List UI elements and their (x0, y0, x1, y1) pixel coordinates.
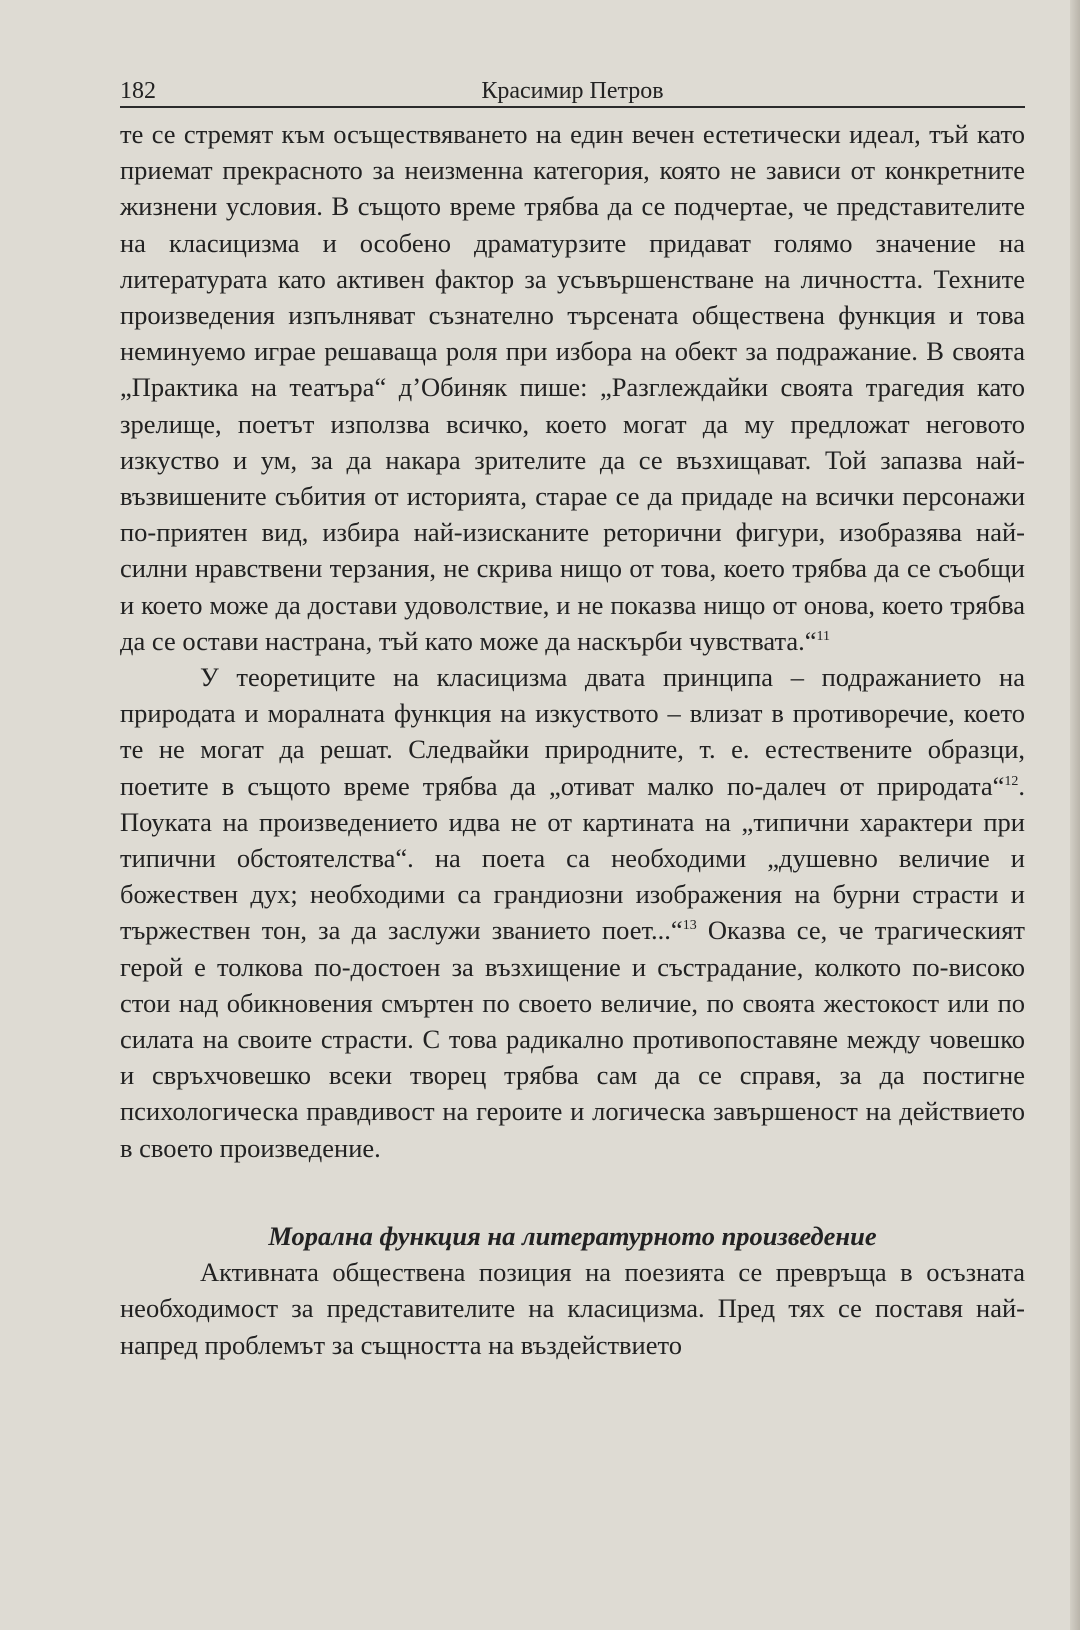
paragraph-1 (120, 116, 1025, 659)
section-spacer (120, 1166, 1025, 1218)
paragraph-1-text: те се стремят към осъществяването на един вечен естетически идеал, тъй като приемат прекрасното за неизменна категория, която не зависи от конкретните жизнени условия. В същото време трябва да се подчертае, че представителите на класицизма и особено драматурзите придават голямо значение на литературата като активен фактор за усъвършенстване на личността. Техните произведения изпълняват съзнателно търсената обществена функция и това неминуемо играе решаваща роля при избора на обект за подражание. В своята „Практика на театъра“ д’Обиняк пише: „Разглеждайки своята трагедия като зрелище, поетът използва всичко, което могат да му предложат неговото изкуство и ум, за да накара зрителите да се възхищават. Той запазва най-възвишените събития от историята, старае се да придаде на всички персонажи по-приятен вид, избира най-изисканите реторични фигури, изобразява най-силни нравствени терзания, не скрива нищо от това, което трябва да се съобщи и което може да достави удоволствие, и не показва нищо от онова, което трябва да се остави настрана, тъй като може да наскърби чувствата.“ (120, 119, 1025, 656)
footnote-ref-13: 13 (682, 918, 697, 934)
section-title: Морална функция на литературното произведение (268, 1220, 877, 1251)
paragraph-2-text-b: . Поуката на произведението идва не от картината на „типични характери при типични обстоятелства“. на поета са необходими „душевно величие и божествен дух; необходими са грандиозни изображения на бурни страсти и тържествен тон, за да заслужи званието поет...“ (120, 770, 1025, 946)
page-edge (1070, 0, 1080, 1630)
paragraph-2 (120, 659, 1025, 1166)
footnote-ref-12: 12 (1004, 773, 1019, 789)
page-number: 182 (120, 78, 156, 104)
paragraph-2-text-c: Оказва се, че трагическият герой е толкова по-достоен за възхищение и състрадание, колкото по-високо стои над обикновения смъртен по своето величие, по своята жестокост или по силата на своите страсти. С това радикално противопоставяне между човешко и свръхчовешко всеки творец трябва сам да се справя, за да постигне психологическа правдивост на героите и логическа завършеност на действието в своето произведение. (120, 915, 1025, 1163)
body-text (120, 116, 1025, 1363)
paragraph-3: Активната обществена позиция на поезията се превръща в осъзната необходимост за представителите на класицизма. Пред тях се поставя най-напред проблемът за същността на въздействието (120, 1257, 1025, 1360)
paragraph-2-text-a: У теоретиците на класицизма двата принципа – подражанието на природата и моралната функция на изкуството – влизат в противоречие, което те не могат да решат. Следвайки природните, т. е. естествените образци, поетите в същото време трябва да „отиват малко по-далеч от природата“ (120, 662, 1025, 801)
footnote-ref-11: 11 (816, 628, 831, 644)
running-head: Красимир Петров (481, 78, 664, 104)
page-header (120, 76, 1025, 108)
